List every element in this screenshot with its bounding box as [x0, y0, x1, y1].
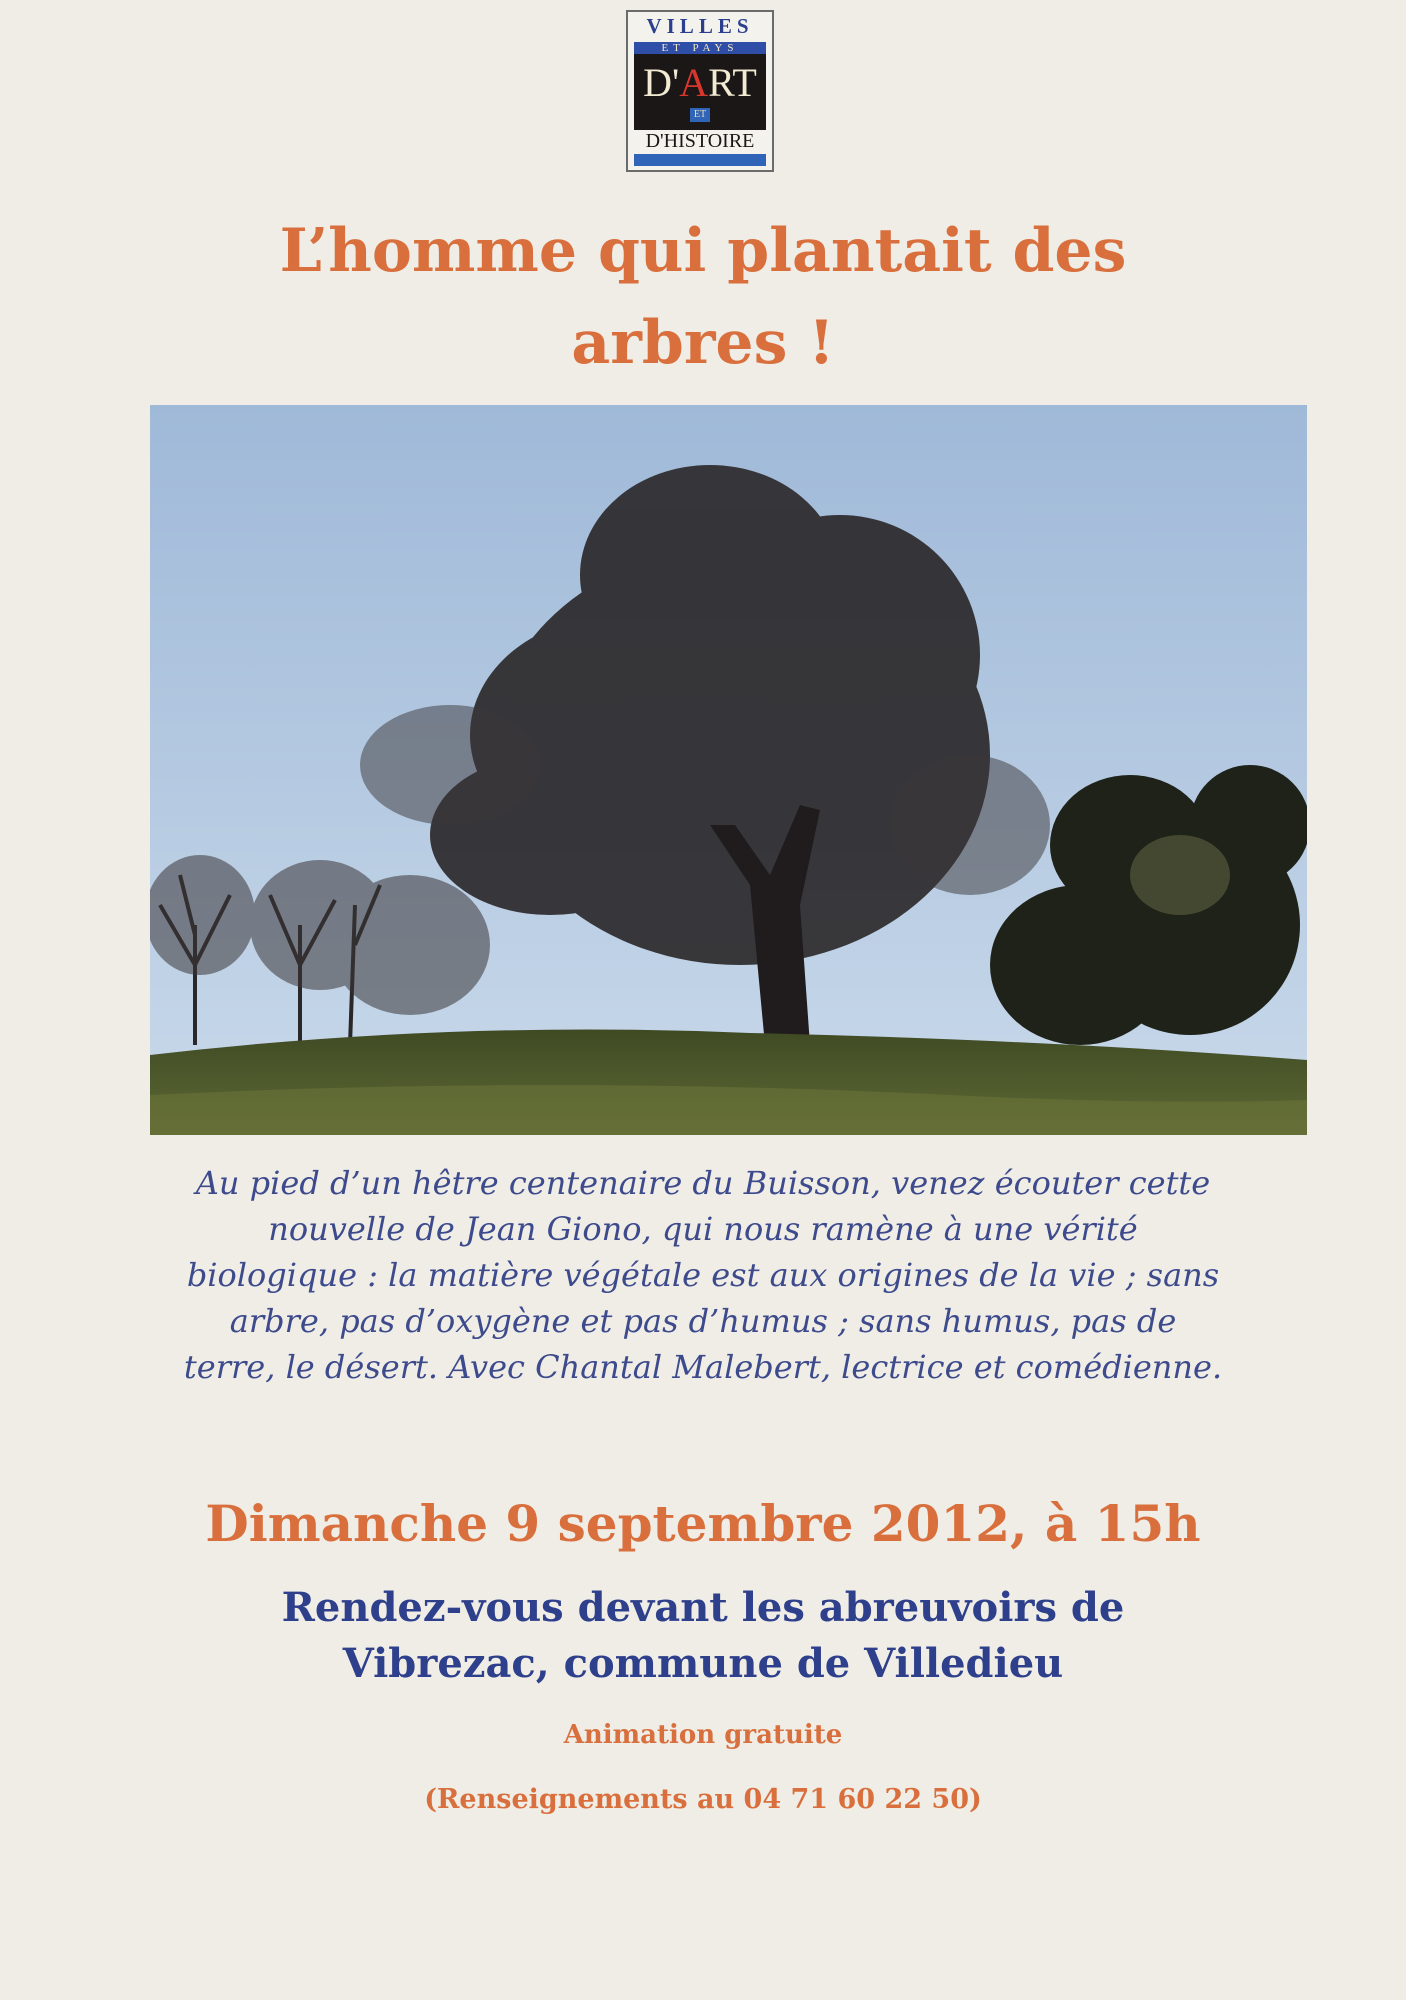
logo-blue-band — [634, 154, 766, 166]
logo-et-box: ET — [690, 108, 710, 122]
tree-photo — [150, 405, 1307, 1135]
description-line-2: nouvelle de Jean Giono, qui nous ramène à une vérité — [268, 1210, 1138, 1248]
event-location — [120, 1580, 1286, 1692]
tree-landscape-illustration — [150, 405, 1307, 1135]
event-date: Dimanche 9 septembre 2012, à 15h — [205, 1494, 1201, 1553]
logo-histoire-text: D'HISTOIRE — [645, 130, 755, 152]
logo-villes-text: VILLES — [646, 14, 754, 38]
logo-dart-accent: A — [679, 60, 709, 105]
description-line-4: arbre, pas d’oxygène et pas d’humus ; sans humus, pas de — [229, 1302, 1177, 1340]
location-line-2: Vibrezac, commune de Villedieu — [342, 1640, 1064, 1687]
event-price: Animation gratuite — [563, 1720, 843, 1750]
location-line-1: Rendez-vous devant les abreuvoirs de — [281, 1584, 1125, 1631]
logo-et-pays-band: ET PAYS — [634, 42, 766, 54]
description-line-5: terre, le désert. Avec Chantal Malebert, lectrice et comédienne. — [183, 1348, 1223, 1386]
logo-dart-suffix: RT — [708, 60, 757, 105]
logo-dart-prefix: D' — [643, 60, 680, 105]
event-description — [120, 1160, 1286, 1390]
description-line-3: biologique : la matière végétale est aux origines de la vie ; sans — [186, 1256, 1220, 1294]
title-line-2: arbres ! — [571, 308, 835, 378]
villes-dart-histoire-logo — [626, 10, 774, 172]
poster-title — [120, 205, 1286, 389]
logo-dart-text — [628, 60, 772, 106]
description-line-1: Au pied d’un hêtre centenaire du Buisson, venez écouter cette — [195, 1164, 1211, 1202]
title-line-1: L’homme qui plantait des — [279, 216, 1127, 286]
event-contact: (Renseignements au 04 71 60 22 50) — [424, 1784, 982, 1815]
